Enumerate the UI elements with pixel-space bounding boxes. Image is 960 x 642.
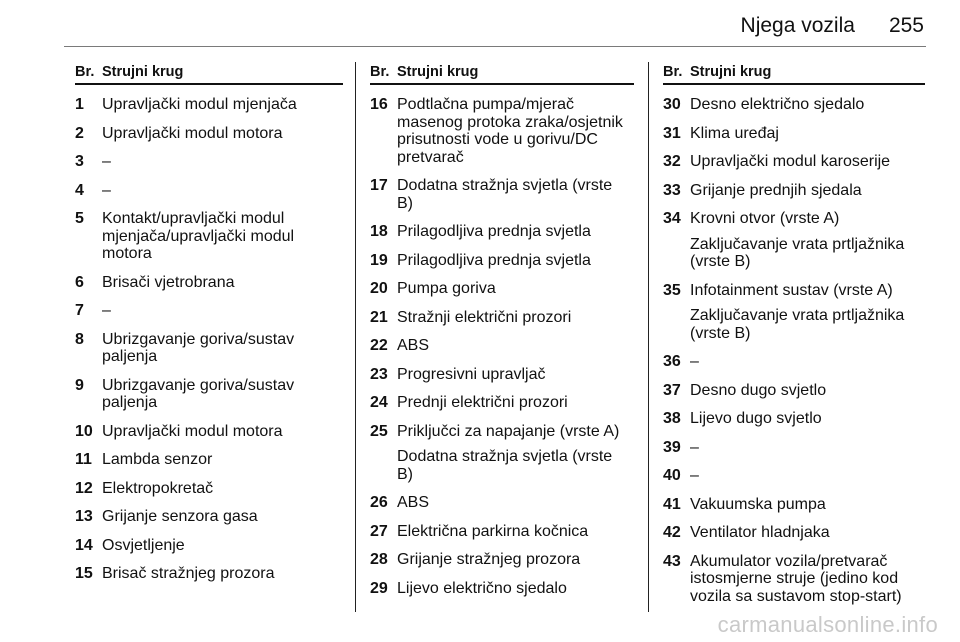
circuit-line: – <box>690 353 699 370</box>
circuit-line: (vrste B) <box>690 253 751 270</box>
circuit-line: Prilagodljiva prednja svjetla <box>397 251 591 269</box>
fuse-circuit <box>690 410 925 428</box>
fuse-circuit <box>397 280 634 298</box>
fuse-row <box>370 366 634 384</box>
circuit-line: Podtlačna pumpa/mjerač <box>397 96 574 113</box>
fuse-row <box>663 282 925 343</box>
fuse-row <box>370 96 634 166</box>
fuse-circuit <box>397 523 634 541</box>
circuit-line: Upravljački modul motora <box>102 422 283 440</box>
fuse-number: 31 <box>663 124 681 142</box>
fuse-circuit <box>102 96 343 114</box>
circuit-line: – <box>102 181 111 199</box>
fuse-row <box>370 580 634 598</box>
column-header <box>663 64 925 85</box>
column-header-circuit: Strujni krug <box>690 64 772 80</box>
fuse-row <box>663 496 925 514</box>
fuse-circuit <box>690 182 925 200</box>
circuit-line: Upravljački modul karoserije <box>690 153 891 170</box>
fuse-circuit <box>690 210 925 271</box>
circuit-line: Progresivni upravljač <box>397 365 546 383</box>
circuit-line: Ubrizgavanje goriva/sustav <box>102 376 295 394</box>
fuse-row <box>75 125 343 143</box>
fuse-circuit <box>102 508 343 526</box>
fuse-circuit <box>102 377 343 412</box>
column-header <box>75 64 343 85</box>
column-header-number: Br. <box>663 64 683 80</box>
fuse-row <box>75 423 343 441</box>
circuit-line: B) <box>397 465 413 483</box>
fuse-circuit <box>397 337 634 355</box>
fuse-circuit <box>102 274 343 292</box>
fuse-number: 3 <box>75 153 84 170</box>
fuse-row <box>370 280 634 298</box>
fuse-row <box>75 377 343 412</box>
circuit-line: Infotainment sustav (vrste A) <box>690 281 893 299</box>
fuse-number: 39 <box>663 438 681 456</box>
fuse-row <box>75 331 343 366</box>
fuse-row <box>370 337 634 355</box>
fuse-number: 25 <box>370 422 388 440</box>
fuse-number: 18 <box>370 223 388 240</box>
fuse-number: 28 <box>370 551 388 568</box>
page-header <box>741 14 924 38</box>
fuse-row <box>370 223 634 241</box>
fuse-circuit <box>102 451 343 469</box>
circuit-line: – <box>690 467 699 484</box>
circuit-alternate <box>690 307 925 342</box>
circuit-line: masenog protoka zraka/osjetnik <box>397 113 623 131</box>
circuit-line: Dodatna stražnja svjetla (vrste <box>397 177 613 194</box>
circuit-line: – <box>102 302 111 319</box>
circuit-line: Prednji električni prozori <box>397 394 568 411</box>
fuse-number: 16 <box>370 96 388 113</box>
fuse-number: 21 <box>370 308 388 326</box>
column-header-circuit: Strujni krug <box>397 64 479 80</box>
fuse-row <box>370 494 634 512</box>
fuse-circuit <box>397 423 634 484</box>
fuse-row <box>75 565 343 583</box>
fuse-number: 38 <box>663 410 681 427</box>
fuse-circuit <box>102 182 343 200</box>
fuse-number: 13 <box>75 508 93 525</box>
fuse-number: 19 <box>370 251 388 269</box>
page-number: 255 <box>888 14 924 37</box>
fuse-row <box>663 353 925 371</box>
circuit-line: paljenja <box>102 348 158 365</box>
column-header-number: Br. <box>75 64 95 80</box>
circuit-line: Zaključavanje vrata prtljažnika <box>690 235 905 253</box>
fuse-number: 36 <box>663 353 681 370</box>
header-rule <box>64 46 926 47</box>
fuse-number: 32 <box>663 153 681 170</box>
fuse-circuit <box>690 553 925 606</box>
fuse-number: 30 <box>663 96 681 113</box>
fuse-number: 8 <box>75 330 84 348</box>
fuse-circuit <box>397 580 634 598</box>
circuit-line: Upravljački modul mjenjača <box>102 96 297 113</box>
fuse-row <box>663 96 925 114</box>
fuse-row <box>75 302 343 320</box>
fuse-number: 24 <box>370 394 388 411</box>
fuse-number: 6 <box>75 273 84 291</box>
circuit-line: Desno električno sjedalo <box>690 96 865 113</box>
circuit-line: Kontakt/upravljački modul <box>102 210 285 227</box>
fuse-circuit <box>690 496 925 514</box>
fuse-circuit <box>102 480 343 498</box>
circuit-line: Grijanje prednjih sjedala <box>690 181 862 199</box>
circuit-line: Upravljački modul motora <box>102 124 283 142</box>
fuse-row <box>75 153 343 171</box>
fuse-circuit <box>102 125 343 143</box>
circuit-line: Elektropokretač <box>102 479 214 497</box>
circuit-line: Grijanje stražnjeg prozora <box>397 551 581 568</box>
fuse-row <box>663 410 925 428</box>
circuit-line: Priključci za napajanje (vrste A) <box>397 422 620 440</box>
fuse-circuit <box>397 177 634 212</box>
watermark: carmanualsonline.info <box>717 612 938 637</box>
circuit-line: Akumulator vozila/pretvarač <box>690 552 888 570</box>
fuse-number: 43 <box>663 552 681 570</box>
circuit-line: Zaključavanje vrata prtljažnika <box>690 307 905 324</box>
fuse-circuit <box>102 537 343 555</box>
fuse-number: 22 <box>370 337 388 354</box>
circuit-line: vozila sa sustavom stop-start) <box>690 587 902 605</box>
fuse-row <box>663 524 925 542</box>
fuse-number: 4 <box>75 181 84 199</box>
fuse-row <box>75 451 343 469</box>
fuse-row <box>370 252 634 270</box>
fuse-row <box>370 551 634 569</box>
fuse-number: 2 <box>75 124 84 142</box>
column-divider <box>648 62 649 612</box>
fuse-column-1 <box>75 64 343 583</box>
fuse-number: 9 <box>75 376 84 394</box>
fuse-circuit <box>102 210 343 263</box>
fuse-number: 41 <box>663 495 681 513</box>
fuse-circuit <box>690 153 925 171</box>
column-divider <box>355 62 356 612</box>
circuit-line: Lambda senzor <box>102 451 213 468</box>
fuse-row <box>75 96 343 114</box>
fuse-number: 23 <box>370 365 388 383</box>
fuse-row <box>370 394 634 412</box>
fuse-circuit <box>690 439 925 457</box>
circuit-line: Desno dugo svjetlo <box>690 381 827 399</box>
circuit-line: Pumpa goriva <box>397 280 496 297</box>
fuse-number: 29 <box>370 579 388 597</box>
fuse-row <box>663 382 925 400</box>
fuse-circuit <box>397 223 634 241</box>
circuit-line: Ventilator hladnjaka <box>690 524 830 541</box>
circuit-line: Osvjetljenje <box>102 536 185 554</box>
fuse-circuit <box>397 551 634 569</box>
fuse-number: 5 <box>75 210 84 227</box>
fuse-number: 10 <box>75 422 93 440</box>
fuse-circuit <box>690 382 925 400</box>
circuit-line: Lijevo električno sjedalo <box>397 579 567 597</box>
fuse-circuit <box>102 423 343 441</box>
page-title: Njega vozila <box>740 14 855 37</box>
fuse-circuit <box>102 331 343 366</box>
circuit-line: paljenja <box>102 394 158 411</box>
fuse-row <box>75 210 343 263</box>
circuit-line: Ubrizgavanje goriva/sustav <box>102 330 295 348</box>
fuse-circuit <box>397 309 634 327</box>
circuit-line: Brisači vjetrobrana <box>102 273 235 291</box>
circuit-line: Prilagodljiva prednja svjetla <box>397 223 591 240</box>
circuit-line: prisutnosti vode u gorivu/DC <box>397 131 598 148</box>
circuit-alternate <box>690 236 925 271</box>
fuse-number: 27 <box>370 522 388 540</box>
fuse-number: 35 <box>663 281 681 299</box>
fuse-row <box>663 553 925 606</box>
fuse-number: 26 <box>370 494 388 511</box>
fuse-circuit <box>690 96 925 114</box>
circuit-line: mjenjača/upravljački modul <box>102 227 295 245</box>
fuse-row <box>75 480 343 498</box>
fuse-number: 11 <box>75 451 92 468</box>
circuit-line: (vrste B) <box>690 324 751 342</box>
circuit-line: Dodatna stražnja svjetla (vrste <box>397 448 613 465</box>
fuse-number: 15 <box>75 565 93 582</box>
circuit-line: Stražnji električni prozori <box>397 308 572 326</box>
fuse-row <box>75 274 343 292</box>
fuse-circuit <box>690 125 925 143</box>
fuse-row <box>663 467 925 485</box>
column-header-number: Br. <box>370 64 390 80</box>
column-header-circuit: Strujni krug <box>102 64 184 80</box>
fuse-number: 1 <box>75 96 84 113</box>
fuse-circuit <box>102 153 343 171</box>
circuit-line: Lijevo dugo svjetlo <box>690 410 822 427</box>
circuit-line: istosmjerne struje (jedino kod <box>690 570 899 587</box>
fuse-row <box>370 523 634 541</box>
fuse-column-3 <box>663 64 925 605</box>
circuit-line: Brisač stražnjeg prozora <box>102 565 275 582</box>
fuse-row <box>663 153 925 171</box>
fuse-circuit <box>397 394 634 412</box>
fuse-number: 37 <box>663 381 681 399</box>
fuse-number: 40 <box>663 467 681 484</box>
fuse-column-2 <box>370 64 634 597</box>
fuse-circuit <box>102 302 343 320</box>
fuse-number: 7 <box>75 302 84 319</box>
circuit-line: – <box>690 438 699 456</box>
circuit-line: Grijanje senzora gasa <box>102 508 258 525</box>
circuit-alternate <box>397 448 634 483</box>
circuit-line: Električna parkirna kočnica <box>397 522 589 540</box>
circuit-line: Vakuumska pumpa <box>690 495 826 513</box>
fuse-row <box>663 210 925 271</box>
fuse-row <box>370 309 634 327</box>
fuse-number: 20 <box>370 280 388 297</box>
fuse-number: 42 <box>663 524 681 541</box>
fuse-circuit <box>397 494 634 512</box>
circuit-line: pretvarač <box>397 148 464 166</box>
fuse-circuit <box>102 565 343 583</box>
fuse-circuit <box>397 252 634 270</box>
fuse-row <box>75 182 343 200</box>
fuse-circuit <box>397 366 634 384</box>
fuse-number: 14 <box>75 536 93 554</box>
fuse-row <box>370 177 634 212</box>
fuse-row <box>370 423 634 484</box>
circuit-line: ABS <box>397 337 430 354</box>
fuse-row <box>663 439 925 457</box>
fuse-row <box>663 125 925 143</box>
fuse-number: 34 <box>663 210 681 227</box>
circuit-line: Krovni otvor (vrste A) <box>690 210 840 227</box>
fuse-circuit <box>690 467 925 485</box>
fuse-number: 17 <box>370 177 388 194</box>
circuit-line: motora <box>102 245 152 262</box>
circuit-line: – <box>102 153 111 170</box>
fuse-row <box>75 508 343 526</box>
fuse-number: 33 <box>663 181 681 199</box>
circuit-line: Klima uređaj <box>690 124 779 142</box>
fuse-row <box>75 537 343 555</box>
fuse-circuit <box>690 282 925 343</box>
fuse-number: 12 <box>75 479 93 497</box>
fuse-circuit <box>690 353 925 371</box>
column-header <box>370 64 634 85</box>
fuse-circuit <box>690 524 925 542</box>
circuit-line: ABS <box>397 494 430 511</box>
circuit-line: B) <box>397 194 413 212</box>
fuse-circuit <box>397 96 634 166</box>
fuse-row <box>663 182 925 200</box>
